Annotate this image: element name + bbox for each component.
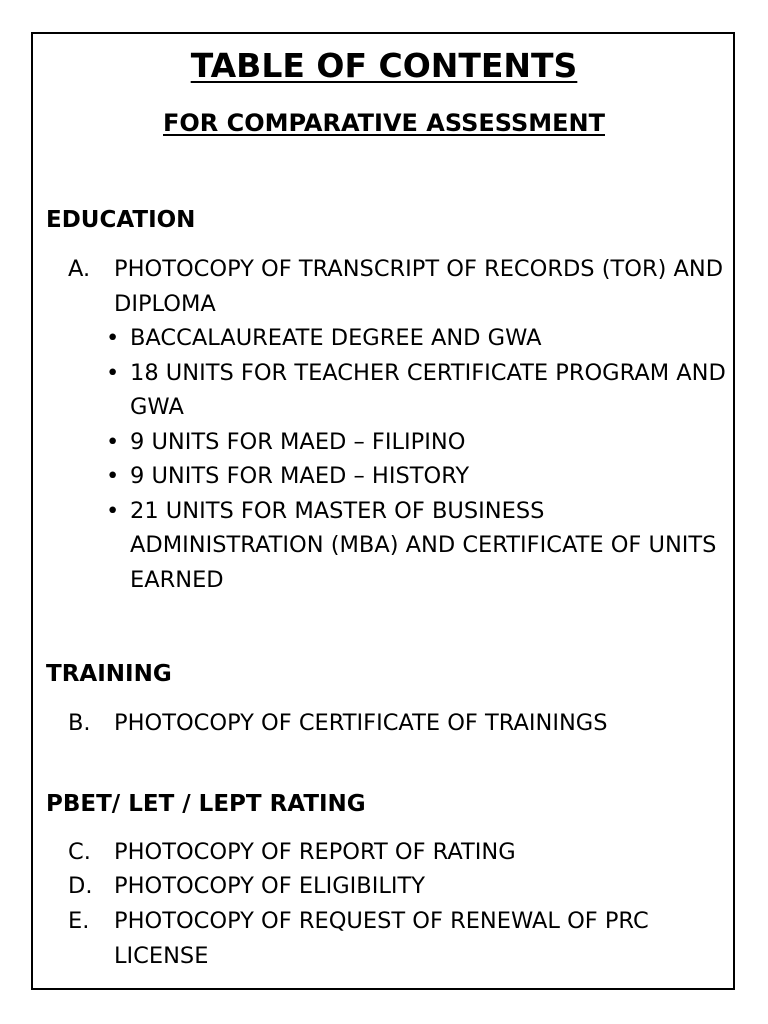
bullet-text: BACCALAUREATE DEGREE AND GWA bbox=[130, 325, 542, 351]
item-letter: A. bbox=[68, 256, 91, 282]
bullet-item bbox=[106, 356, 728, 425]
bullet-text: 9 UNITS FOR MAED – FILIPINO bbox=[130, 428, 466, 455]
item-letter: D. bbox=[68, 873, 93, 899]
item-text: PHOTOCOPY OF TRANSCRIPT OF RECORDS (TOR) AND DIPLOMA bbox=[114, 256, 724, 317]
item-letter: E. bbox=[68, 908, 90, 934]
item-text: PHOTOCOPY OF REPORT OF RATING bbox=[114, 839, 516, 865]
section-heading-training: TRAINING bbox=[46, 661, 172, 687]
section-heading-education: EDUCATION bbox=[46, 207, 196, 233]
education-bullet-list bbox=[106, 321, 728, 597]
item-text: PHOTOCOPY OF CERTIFICATE OF TRAININGS bbox=[114, 710, 608, 736]
bullet-item bbox=[106, 321, 728, 356]
document-subtitle: FOR COMPARATIVE ASSESSMENT bbox=[163, 109, 605, 137]
bullet-icon: • bbox=[106, 359, 120, 386]
bullet-icon: • bbox=[106, 325, 120, 351]
document-title: TABLE OF CONTENTS bbox=[190, 46, 578, 85]
bullet-item bbox=[106, 494, 728, 598]
section-heading-rating: PBET/ LET / LEPT RATING bbox=[46, 791, 366, 817]
list-item-b bbox=[68, 706, 728, 741]
bullet-text: 18 UNITS FOR TEACHER CERTIFICATE PROGRAM AND GWA bbox=[130, 359, 726, 420]
list-item-e bbox=[68, 904, 728, 973]
item-letter: B. bbox=[68, 710, 91, 736]
list-item-a bbox=[68, 252, 728, 597]
list-item-d bbox=[68, 869, 728, 904]
list-item-c bbox=[68, 835, 728, 870]
bullet-text: 21 UNITS FOR MASTER OF BUSINESS ADMINISTRATION (MBA) AND CERTIFICATE OF UNITS EARNED bbox=[130, 497, 717, 593]
bullet-icon: • bbox=[106, 463, 120, 489]
bullet-icon: • bbox=[106, 428, 120, 455]
bullet-item bbox=[106, 459, 728, 494]
item-text: PHOTOCOPY OF ELIGIBILITY bbox=[114, 873, 426, 899]
bullet-icon: • bbox=[106, 497, 120, 524]
bullet-text: 9 UNITS FOR MAED – HISTORY bbox=[130, 463, 470, 489]
item-text: PHOTOCOPY OF REQUEST OF RENEWAL OF PRC LICENSE bbox=[114, 908, 649, 969]
bullet-item bbox=[106, 425, 728, 460]
item-letter: C. bbox=[68, 839, 91, 865]
